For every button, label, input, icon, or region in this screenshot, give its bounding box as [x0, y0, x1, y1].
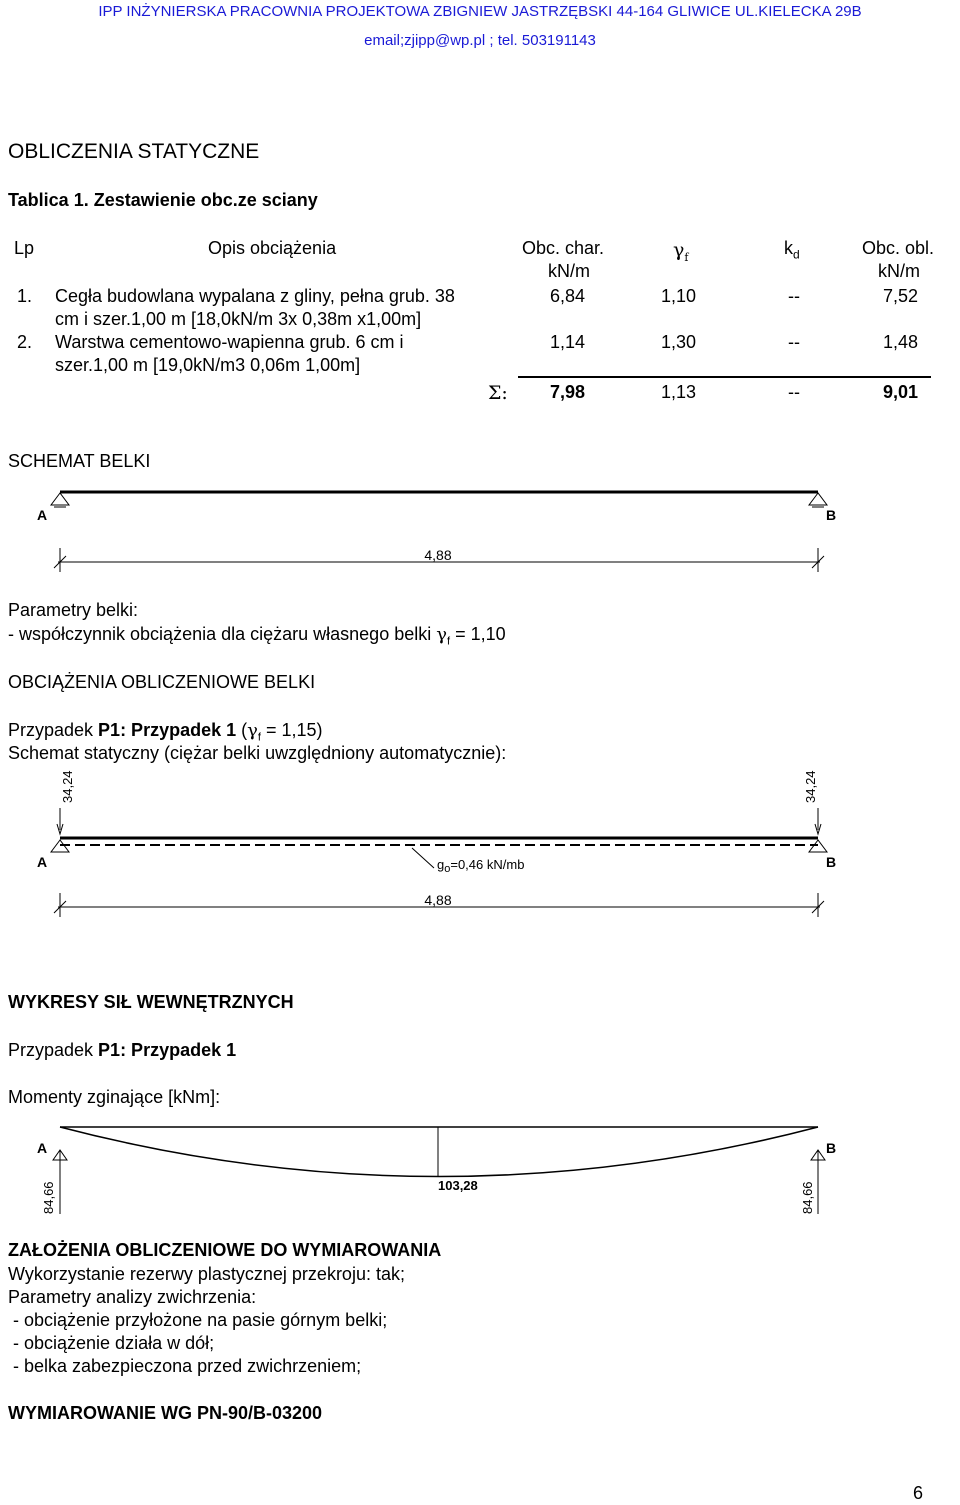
obciazenia-case: Przypadek P1: Przypadek 1 $(\gamma_f = 1,15)$	[8, 720, 323, 744]
zalozenia-line: - obciążenie działa w dół;	[8, 1333, 215, 1353]
obciazenia-schema-line: Schemat statyczny (ciężar belki uwzględniony automatycznie):	[8, 743, 507, 763]
zalozenia-line: - obciążenie przyłożone na pasie górnym belki;	[8, 1310, 388, 1330]
row1-opis-line2: cm i szer.1,00 m [18,0kN/m 3x 0,38m x1,00m]	[55, 309, 422, 329]
col-char-unit: kN/m	[548, 261, 590, 281]
sum-kd: --	[788, 382, 800, 402]
zalozenia-title: ZAŁOŻENIA OBLICZENIOWE DO WYMIAROWANIA	[8, 1240, 442, 1260]
zalozenia-line: Wykorzystanie rezerwy plastycznej przekroju: tak;	[8, 1264, 405, 1284]
support-b-pin	[809, 493, 827, 505]
row2-opis-line1: Warstwa cementowo-wapienna grub. 6 cm i	[55, 332, 404, 352]
row2-lp: 2.	[17, 332, 33, 352]
wykresy-case: Przypadek P1: Przypadek 1	[8, 1040, 237, 1060]
page-title: OBLICZENIA STATYCZNE	[8, 140, 260, 163]
row1-char: 6,84	[550, 286, 586, 306]
load-left-value: 34,24	[60, 770, 75, 803]
parametry-title: Parametry belki:	[8, 600, 139, 620]
obciazenia-title: OBCIĄŻENIA OBLICZENIOWE BELKI	[8, 672, 316, 692]
row2-opis-line2: szer.1,00 m [19,0kN/m3 0,06m 1,00m]	[55, 355, 361, 375]
load-right-value: 34,24	[803, 770, 818, 803]
sum-gamma: 1,13	[661, 382, 697, 402]
wykresy-title: WYKRESY SIŁ WEWNĘTRZNYCH	[8, 992, 294, 1012]
parametry-line: - współczynnik obciążenia dla ciężaru własnego belki $\gamma_f = 1,10$	[8, 624, 506, 648]
moment-max-value: 103,28	[438, 1178, 478, 1193]
support-a-label: A	[37, 507, 48, 523]
row1-kd: --	[788, 286, 800, 306]
self-weight-label: $g_o=0,46$ kN/mb	[437, 857, 525, 875]
support-a-label: A	[37, 1140, 48, 1156]
row2-obl: 1,48	[883, 332, 919, 352]
row2-char: 1,14	[550, 332, 586, 352]
load-scheme	[37, 770, 836, 917]
support-b-label: B	[826, 854, 837, 870]
moments-label: Momenty zginające [kNm]:	[8, 1087, 221, 1107]
zalozenia-line: - belka zabezpieczona przed zwichrzeniem;	[8, 1356, 362, 1376]
moment-diagram	[37, 1127, 836, 1214]
row1-gamma: 1,10	[661, 286, 697, 306]
col-opis-header: Opis obciążenia	[208, 238, 337, 258]
col-char-header: Obc. char.	[522, 238, 605, 258]
moment-curve	[60, 1127, 818, 1177]
company-header-line1: IPP INŻYNIERSKA PRACOWNIA PROJEKTOWA ZBIGNIEW JASTRZĘBSKI 44-164 GLIWICE UL.KIELECKA 29B	[98, 3, 862, 20]
support-b-label: B	[826, 507, 837, 523]
row1-lp: 1.	[17, 286, 33, 306]
row2-gamma: 1,30	[661, 332, 697, 352]
row1-opis-line1: Cegła budowlana wypalana z gliny, pełna grub. 38	[55, 286, 455, 306]
sum-char: 7,98	[550, 382, 586, 402]
page-number: 6	[913, 1483, 924, 1503]
row1-obl: 7,52	[883, 286, 919, 306]
schemat-title: SCHEMAT BELKI	[8, 451, 151, 471]
col-obl-header: Obc. obl.	[862, 238, 935, 258]
reaction-right-value: 84,66	[800, 1181, 815, 1214]
sum-label: Σ:	[488, 382, 508, 404]
zalozenia-line: Parametry analizy zwichrzenia:	[8, 1287, 257, 1307]
support-a-pin	[51, 493, 69, 505]
beam-scheme	[37, 492, 836, 572]
reaction-left-value: 84,66	[41, 1181, 56, 1214]
support-b-label: B	[826, 1140, 837, 1156]
company-header-line2: email;zjipp@wp.pl ; tel. 503191143	[364, 32, 596, 49]
col-lp-header: Lp	[14, 238, 35, 258]
row2-kd: --	[788, 332, 800, 352]
col-obl-unit: kN/m	[878, 261, 920, 281]
sum-obl: 9,01	[883, 382, 919, 402]
table-caption: Tablica 1. Zestawienie obc.ze sciany	[8, 190, 318, 210]
span-label: 4,88	[424, 547, 452, 563]
wymiarowanie-title: WYMIAROWANIE WG PN-90/B-03200	[8, 1403, 323, 1423]
col-kd-header: $k_d$	[784, 238, 800, 262]
self-weight-leader	[412, 848, 434, 868]
support-a-label: A	[37, 854, 48, 870]
span-label: 4,88	[424, 892, 452, 908]
col-gamma-header: $\gamma_f$	[673, 239, 689, 264]
